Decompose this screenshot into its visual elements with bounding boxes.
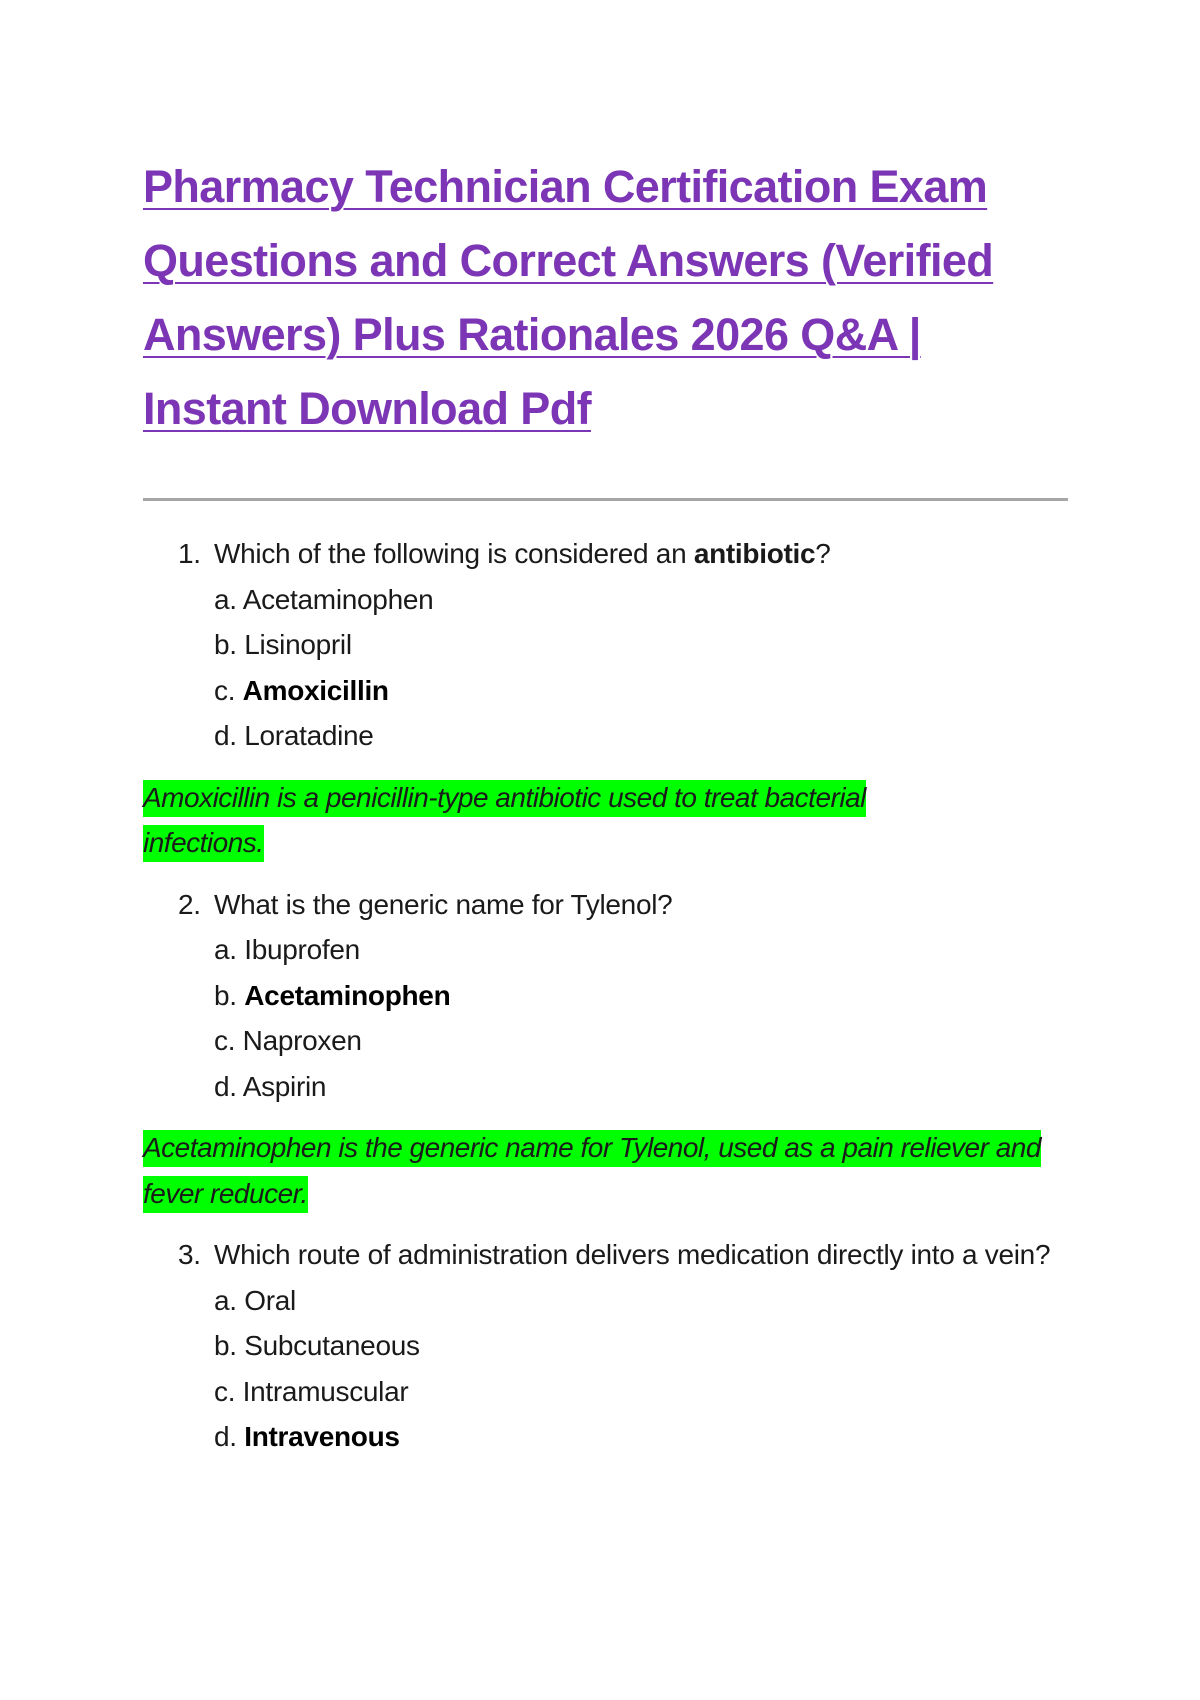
option-letter: a. bbox=[214, 583, 237, 615]
option-letter: c. bbox=[214, 1375, 236, 1407]
answer-option bbox=[214, 927, 1068, 973]
option-text: Acetaminophen bbox=[242, 583, 434, 615]
answer-option bbox=[214, 1278, 1068, 1324]
question-3 bbox=[143, 1232, 1068, 1460]
answer-option bbox=[214, 577, 1068, 623]
option-text-correct: Amoxicillin bbox=[242, 674, 389, 706]
option-text-correct: Acetaminophen bbox=[244, 979, 451, 1011]
question-number: 3. bbox=[178, 1239, 201, 1270]
answer-option bbox=[214, 1018, 1068, 1064]
option-text: Loratadine bbox=[244, 720, 374, 751]
answer-option-correct bbox=[214, 973, 1068, 1019]
question-text-part: ? bbox=[815, 538, 831, 569]
question-text-part: What is the generic name for Tylenol? bbox=[214, 888, 673, 920]
option-text: Subcutaneous bbox=[244, 1330, 420, 1361]
option-letter: a. bbox=[214, 1284, 237, 1316]
question-number: 2. bbox=[178, 888, 201, 920]
question-text bbox=[143, 531, 1094, 577]
rationale-1 bbox=[143, 775, 943, 866]
rationale-highlight: Amoxicillin is a penicillin-type antibiotic used to treat bacterial infections. bbox=[143, 780, 866, 863]
question-2 bbox=[143, 882, 1068, 1110]
question-number: 1. bbox=[178, 538, 201, 569]
answer-option bbox=[214, 622, 1068, 668]
question-text-part: Which of the following is considered an bbox=[214, 538, 694, 569]
rationale-2 bbox=[143, 1125, 1068, 1216]
question-keyword: antibiotic bbox=[693, 538, 816, 569]
answer-option bbox=[214, 1369, 1068, 1415]
option-letter: a. bbox=[214, 934, 237, 965]
answer-options bbox=[143, 1278, 1068, 1460]
option-text: Aspirin bbox=[242, 1070, 327, 1102]
question-list bbox=[143, 531, 1068, 1460]
question-1 bbox=[143, 531, 1068, 759]
question-text bbox=[143, 1232, 1094, 1278]
answer-options bbox=[143, 927, 1068, 1109]
option-text-correct: Intravenous bbox=[244, 1421, 400, 1452]
option-letter: d. bbox=[214, 1070, 237, 1102]
answer-option bbox=[214, 1064, 1068, 1110]
answer-options bbox=[143, 577, 1068, 759]
option-text: Ibuprofen bbox=[244, 934, 360, 965]
option-letter: c. bbox=[214, 674, 236, 706]
answer-option-correct bbox=[214, 1414, 1068, 1460]
option-text: Intramuscular bbox=[242, 1375, 409, 1407]
document-page bbox=[143, 150, 1068, 1460]
option-letter: b. bbox=[214, 1330, 237, 1361]
question-text-part: Which route of administration delivers medication directly into a vein? bbox=[214, 1239, 1051, 1270]
answer-option bbox=[214, 713, 1068, 759]
option-letter: c. bbox=[214, 1025, 236, 1056]
option-text: Oral bbox=[244, 1284, 296, 1316]
option-text: Lisinopril bbox=[244, 629, 352, 660]
option-text: Naproxen bbox=[242, 1025, 362, 1056]
option-letter: d. bbox=[214, 720, 237, 751]
document-title[interactable]: Pharmacy Technician Certification Exam Questions and Correct Answers (Verified Answers) Plus Rationales 2026 Q&A | Instant Download Pdf bbox=[143, 161, 994, 434]
answer-option bbox=[214, 1323, 1068, 1369]
horizontal-rule bbox=[143, 498, 1068, 501]
rationale-highlight: Acetaminophen is the generic name for Tylenol, used as a pain reliever and fever reducer. bbox=[143, 1130, 1041, 1213]
option-letter: b. bbox=[214, 979, 237, 1011]
option-letter: d. bbox=[214, 1421, 237, 1452]
option-letter: b. bbox=[214, 629, 237, 660]
question-text bbox=[143, 882, 1094, 928]
answer-option-correct bbox=[214, 668, 1068, 714]
